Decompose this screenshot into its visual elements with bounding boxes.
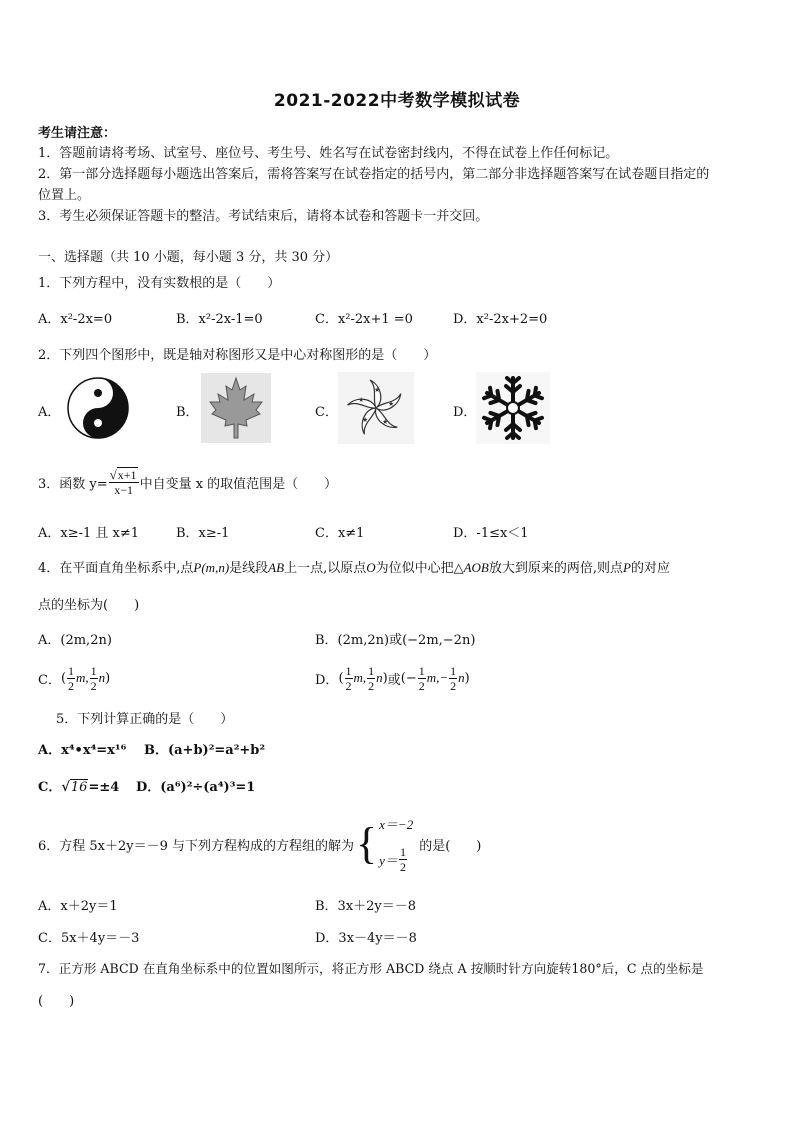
svg-text:★: ★	[388, 400, 395, 408]
q4-d-frac2-num: 1	[368, 663, 375, 678]
q4-option-b[interactable]	[315, 629, 475, 648]
yin-yang-icon	[60, 372, 140, 442]
q4-option-d[interactable]: D． ( $\frac{1}{2}$ m, $\frac{1}{2}$ n ) 或 (− $\frac{1}{2}$ m,− $\frac{1}{2}$ n )	[315, 663, 470, 693]
bauhinia-icon	[338, 372, 414, 444]
q3-option-a[interactable]: A．x≥-1 且 x≠1	[38, 526, 140, 541]
svg-text:★: ★	[374, 386, 381, 394]
q3-denominator: x−1	[114, 482, 133, 497]
q3-suffix: 中自变量 x 的取值范围是（ ）	[139, 476, 338, 492]
q4-d-frac4-den: 2	[450, 678, 457, 693]
q5-option-c-tail: =±4	[88, 780, 120, 795]
q4-option-b-part1: B．(2m,2n)	[315, 633, 390, 648]
maple-leaf-icon	[200, 372, 272, 444]
q7-line-2: ( )	[38, 994, 75, 1009]
notice-line-3: 位置上。	[38, 188, 91, 203]
q5-option-c-radicand: 16	[70, 780, 88, 795]
q6-system-eq2-den: 2	[399, 860, 406, 874]
q4-d-frac1-num: 1	[345, 663, 352, 678]
notice-line-4: 3．考生必须保证答题卡的整洁。考试结束后，请将本试卷和答题卡一并交回。	[38, 209, 489, 224]
q2-option-a[interactable]: A．	[38, 405, 61, 420]
q1-option-b[interactable]: B．x²-2x-1=0	[176, 312, 263, 327]
q1-stem: 1．下列方程中，没有实数根的是（ ）	[38, 276, 281, 291]
q3-option-d[interactable]: D．-1≤x＜1	[453, 526, 529, 541]
q4-c-frac2-den: 2	[90, 678, 97, 693]
q4-text-f: 的对应	[630, 561, 670, 576]
q4-option-c[interactable]: C． ( $\frac{1}{2}$ m, $\frac{1}{2}$ n )	[38, 663, 111, 693]
q4-d-frac1-den: 2	[345, 678, 352, 693]
q4-option-b-part2: (−2m,−2n)	[402, 633, 476, 648]
q4-option-c-label: C．	[38, 672, 61, 688]
q4-option-b-or: 或	[389, 633, 403, 648]
section-heading: 一、选择题（共 10 小题，每小题 3 分，共 30 分）	[38, 250, 339, 265]
q5-option-a[interactable]: A．x⁴•x⁴=x¹⁶	[38, 743, 127, 758]
q6-system-eq2-lhs: y＝	[379, 853, 398, 868]
q4-d-frac4-num: 1	[450, 663, 457, 678]
q4-option-d-or: 或	[387, 672, 401, 688]
q6-stem: 6．方程 5x＋2y＝－9 与下列方程构成的方程组的解为 { x＝−2 y＝ $\frac{1}{2}$ 的是( )	[38, 812, 481, 876]
q4-d-frac2-den: 2	[368, 678, 375, 693]
q4-line-2: 点的坐标为( )	[38, 598, 140, 613]
q4-d-frac3-den: 2	[418, 678, 425, 693]
q3-prefix: 3．函数 y=	[38, 476, 108, 492]
q4-text-d: 为位似中心把	[375, 561, 454, 576]
q4-text-b: 是线段	[229, 561, 269, 576]
q4-segment-ab: AB	[268, 560, 285, 575]
q3-numerator: x+1	[117, 467, 137, 482]
q6-suffix: 的是( )	[419, 838, 482, 854]
snowflake-icon	[476, 372, 550, 444]
q4-text-e: 放大到原来的两倍,则点	[488, 561, 624, 576]
notice-line-1: 1．答题前请将考场、试室号、座位号、考生号、姓名写在试卷密封线内，不得在试卷上作任何标记。	[38, 146, 619, 161]
q5-option-b[interactable]: B．(a+b)²=a²+b²	[144, 743, 266, 758]
q5-stem: 5．下列计算正确的是（ ）	[56, 712, 234, 727]
q7-line-1: 7．正方形 ABCD 在直角坐标系中的位置如图所示，将正方形 ABCD 绕点 A 按顺时针方向旋转180°后，C 点的坐标是	[38, 961, 704, 976]
q2-option-b[interactable]: B．	[176, 405, 199, 420]
q6-option-d[interactable]: D．3x－4y＝－8	[315, 931, 417, 946]
q6-option-b[interactable]: B．3x＋2y＝－8	[315, 899, 417, 914]
notice-heading: 考生请注意：	[38, 126, 117, 141]
q5-option-c[interactable]: C．√16=±4	[38, 780, 120, 795]
q4-point-p2: P	[623, 560, 631, 575]
q2-option-c[interactable]: C．	[315, 405, 338, 420]
q4-origin: O	[366, 560, 376, 575]
q4-c-frac2-num: 1	[90, 663, 97, 678]
page-title: 2021-2022中考数学模拟试卷	[273, 91, 521, 111]
q5-option-d[interactable]: D．(a⁶)²÷(a⁴)³=1	[136, 780, 256, 795]
q3-option-b[interactable]: B．x≥-1	[176, 526, 230, 541]
q1-option-c[interactable]: C．x²-2x+1 =0	[315, 312, 413, 327]
q6-option-a[interactable]: A．x＋2y＝1	[38, 899, 118, 914]
q4-triangle: △AOB	[453, 560, 489, 575]
q3-fraction: $\frac{√x+1}{x-1}$	[109, 466, 137, 497]
q4-text-a: 4．在平面直角坐标系中,点	[38, 561, 194, 576]
q4-option-a[interactable]: A．(2m,2n)	[38, 633, 112, 648]
q6-option-c[interactable]: C．5x＋4y＝－3	[38, 931, 140, 946]
q2-option-d[interactable]: D．	[453, 405, 477, 420]
q4-option-d-label: D．	[315, 672, 339, 688]
q6-system-eq1: x＝−2	[379, 817, 414, 832]
q1-option-a[interactable]: A．x²-2x=0	[38, 312, 113, 327]
q3-stem	[38, 462, 337, 502]
q2-stem: 2．下列四个图形中，既是轴对称图形又是中心对称图形的是（ ）	[38, 348, 437, 363]
svg-text:★: ★	[358, 396, 365, 404]
q6-system-eq2-num: 1	[399, 845, 406, 859]
q4-text-c: 上一点,以原点	[284, 561, 367, 576]
q4-c-frac1-num: 1	[68, 663, 75, 678]
svg-text:★: ★	[382, 418, 389, 426]
q4-line-1	[38, 557, 670, 576]
q6-prefix: 6．方程 5x＋2y＝－9 与下列方程构成的方程组的解为	[38, 838, 355, 854]
svg-text:★: ★	[362, 416, 369, 424]
q3-option-c[interactable]: C．x≠1	[315, 526, 365, 541]
q4-point-p: P(m,n)	[193, 560, 230, 575]
q5-option-c-label: C．	[38, 780, 62, 795]
q1-option-d[interactable]: D．x²-2x+2=0	[453, 312, 548, 327]
q4-c-frac1-den: 2	[68, 678, 75, 693]
q4-d-frac3-num: 1	[418, 663, 425, 678]
notice-line-2: 2．第一部分选择题每小题选出答案后，需将答案写在试卷指定的括号内，第二部分非选择题答案写在试卷题目指定的	[38, 167, 710, 182]
